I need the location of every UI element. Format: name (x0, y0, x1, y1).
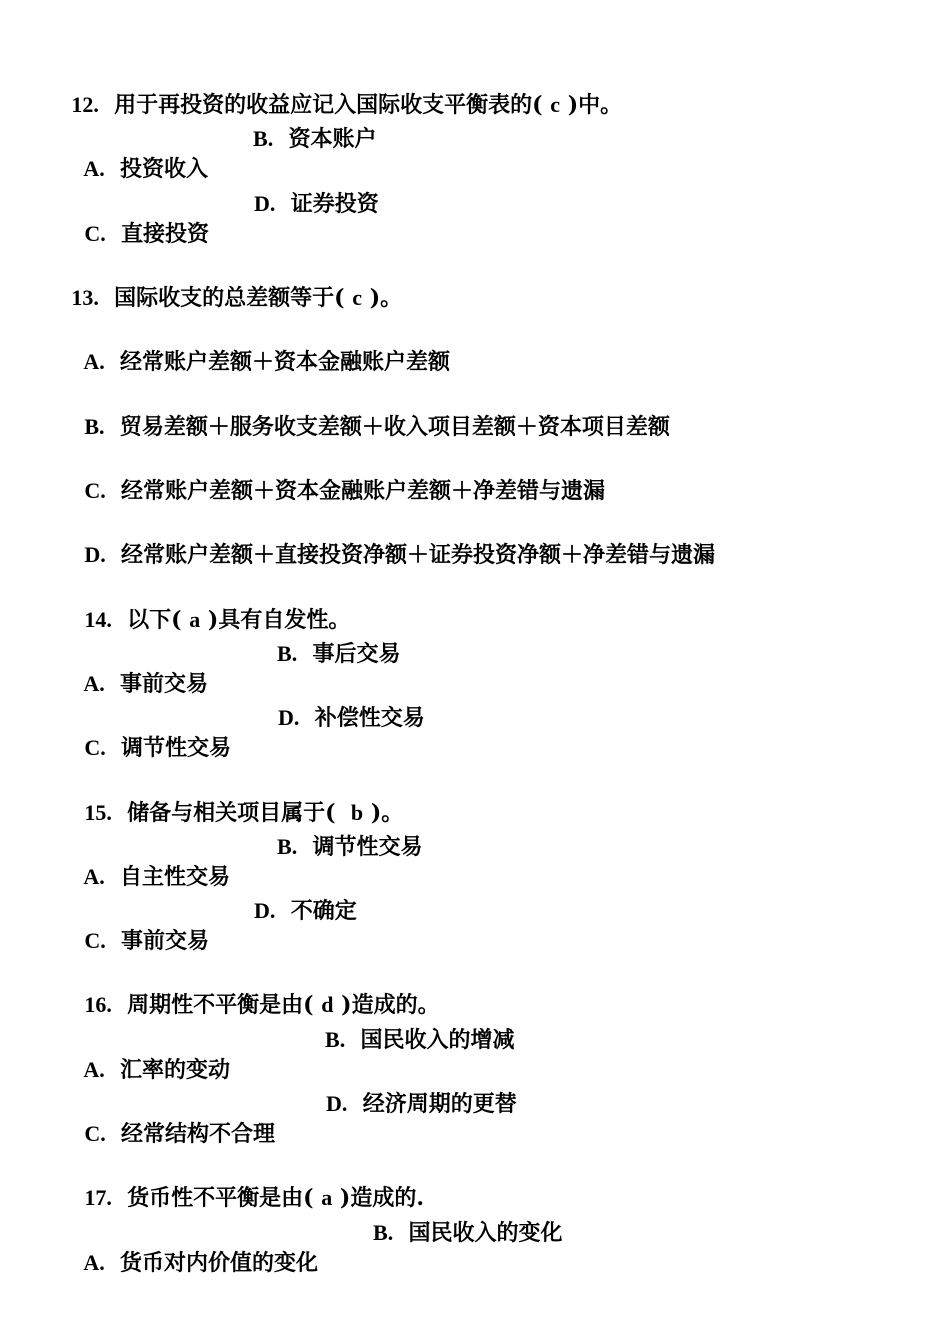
question-stem-text-after: )。 (369, 285, 403, 311)
option-text: 补偿性交易 (314, 705, 425, 731)
option-label: D (254, 898, 270, 923)
question-number: 16 (84, 992, 107, 1017)
option-label: B (277, 834, 292, 859)
option-label: D (326, 1091, 342, 1116)
question-stem-text-after: )。 (370, 800, 404, 826)
question-stem-text-after: )具有自发性。 (207, 607, 351, 633)
option-text: 国民收入的增减 (360, 1027, 515, 1053)
question-stem-text: 货币性不平衡是由( (127, 1185, 314, 1211)
question-13-option-a: A. 经常账户差额＋资本金融账户差额 (83, 349, 451, 375)
question-13-option-d: D. 经常账户差额＋直接投资净额＋证券投资净额＋净差错与遗漏 (84, 542, 716, 568)
question-13-option-c: C. 经常账户差额＋资本金融账户差额＋净差错与遗漏 (84, 478, 606, 504)
option-text: 事前交易 (120, 671, 209, 697)
option-text: 国民收入的变化 (408, 1220, 563, 1246)
option-label: A (83, 1057, 100, 1082)
question-13-option-b: B. 贸易差额＋服务收支差额＋收入项目差额＋资本项目差额 (84, 414, 670, 440)
question-15-stem: 15. 储备与相关项目属于( b )。 (84, 800, 404, 826)
option-label: D (84, 542, 101, 567)
answer-letter: a (321, 1185, 333, 1210)
question-stem-text-after: )造成的. (339, 1185, 424, 1211)
question-stem-text: 储备与相关项目属于( (127, 800, 336, 826)
option-label: C (84, 928, 101, 953)
answer-letter: c (352, 285, 363, 310)
question-stem-text-after: )造成的。 (341, 992, 440, 1018)
option-label: B (253, 126, 268, 151)
option-text: 经常结构不合理 (121, 1121, 276, 1147)
option-text: 证券投资 (290, 191, 379, 217)
option-label: A (83, 156, 100, 181)
question-13-stem: 13. 国际收支的总差额等于( c )。 (71, 285, 403, 311)
question-number: 17 (84, 1185, 107, 1210)
option-text: 自主性交易 (120, 864, 231, 890)
question-12-stem: 12. 用于再投资的收益应记入国际收支平衡表的( c )中。 (71, 92, 623, 118)
question-12-options-row-2: C. 直接投资 D. 证券投资 (84, 191, 379, 247)
option-b: B. 国民收入的变化 (373, 1220, 563, 1246)
option-label: C (84, 735, 101, 760)
question-16-stem: 16. 周期性不平衡是由( d )造成的。 (84, 992, 440, 1018)
question-16-options-row-2: C. 经常结构不合理 D. 经济周期的更替 (84, 1091, 517, 1147)
option-text: 不确定 (290, 898, 357, 924)
answer-letter: a (189, 607, 201, 632)
option-text: 事后交易 (312, 641, 401, 667)
question-17-options-row-1: A. 货币对内价值的变化 B. 国民收入的变化 (83, 1220, 563, 1276)
option-text: 经济周期的更替 (362, 1091, 517, 1117)
answer-letter: d (321, 992, 334, 1017)
option-b: B. 国民收入的增减 (325, 1027, 515, 1053)
option-label: B (277, 641, 292, 666)
option-text: 调节性交易 (121, 735, 232, 761)
option-label: B (373, 1220, 388, 1245)
answer-letter: c (550, 92, 561, 117)
question-stem-text: 以下( (127, 607, 182, 633)
option-text: 调节性交易 (312, 834, 423, 860)
option-b: B. 事后交易 (277, 641, 401, 667)
option-label: A (83, 1250, 100, 1275)
option-text: 直接投资 (121, 221, 210, 247)
option-text: 资本账户 (288, 126, 377, 152)
option-d: D. 经济周期的更替 (326, 1091, 517, 1117)
question-17-stem: 17. 货币性不平衡是由( a )造成的. (84, 1185, 424, 1211)
question-number: 13 (71, 285, 94, 310)
option-label: A (83, 864, 100, 889)
option-d: D. 证券投资 (254, 191, 379, 217)
question-16-options-row-1: A. 汇率的变动 B. 国民收入的增减 (83, 1027, 515, 1083)
option-b: B. 调节性交易 (277, 834, 423, 860)
option-d: D. 补偿性交易 (278, 705, 425, 731)
option-text: 经常账户差额＋直接投资净额＋证券投资净额＋净差错与遗漏 (121, 542, 716, 568)
question-stem-text-after: )中。 (567, 92, 623, 118)
question-15-options-row-2: C. 事前交易 D. 不确定 (84, 898, 357, 954)
question-number: 12 (71, 92, 94, 117)
option-label: B (325, 1027, 340, 1052)
question-number: 15 (84, 800, 107, 825)
question-stem-text: 用于再投资的收益应记入国际收支平衡表的( (114, 92, 543, 118)
option-label: D (278, 705, 294, 730)
option-text: 事前交易 (121, 928, 210, 954)
question-14-options-row-2: C. 调节性交易 D. 补偿性交易 (84, 705, 425, 761)
option-text: 经常账户差额＋资本金融账户差额 (120, 349, 451, 375)
option-d: D. 不确定 (254, 898, 357, 924)
option-label: D (254, 191, 270, 216)
option-b: B. 资本账户 (253, 126, 377, 152)
option-label: C (84, 478, 101, 503)
option-label: A (83, 671, 100, 696)
question-14-options-row-1: A. 事前交易 B. 事后交易 (83, 641, 401, 697)
question-14-stem: 14. 以下( a )具有自发性。 (84, 607, 351, 633)
option-text: 经常账户差额＋资本金融账户差额＋净差错与遗漏 (121, 478, 606, 504)
question-12-options-row-1: A. 投资收入 B. 资本账户 (83, 126, 377, 182)
option-label: A (83, 349, 100, 374)
option-text: 投资收入 (120, 156, 209, 182)
option-label: C (84, 1121, 101, 1146)
option-text: 汇率的变动 (120, 1057, 231, 1083)
option-text: 货币对内价值的变化 (120, 1250, 319, 1276)
question-number: 14 (84, 607, 107, 632)
option-label: B (84, 414, 100, 439)
question-stem-text: 周期性不平衡是由( (127, 992, 314, 1018)
question-stem-text: 国际收支的总差额等于( (114, 285, 345, 311)
answer-letter: b (350, 800, 364, 825)
question-15-options-row-1: A. 自主性交易 B. 调节性交易 (83, 834, 423, 890)
option-text: 贸易差额＋服务收支差额＋收入项目差额＋资本项目差额 (119, 414, 670, 440)
option-label: C (84, 221, 101, 246)
